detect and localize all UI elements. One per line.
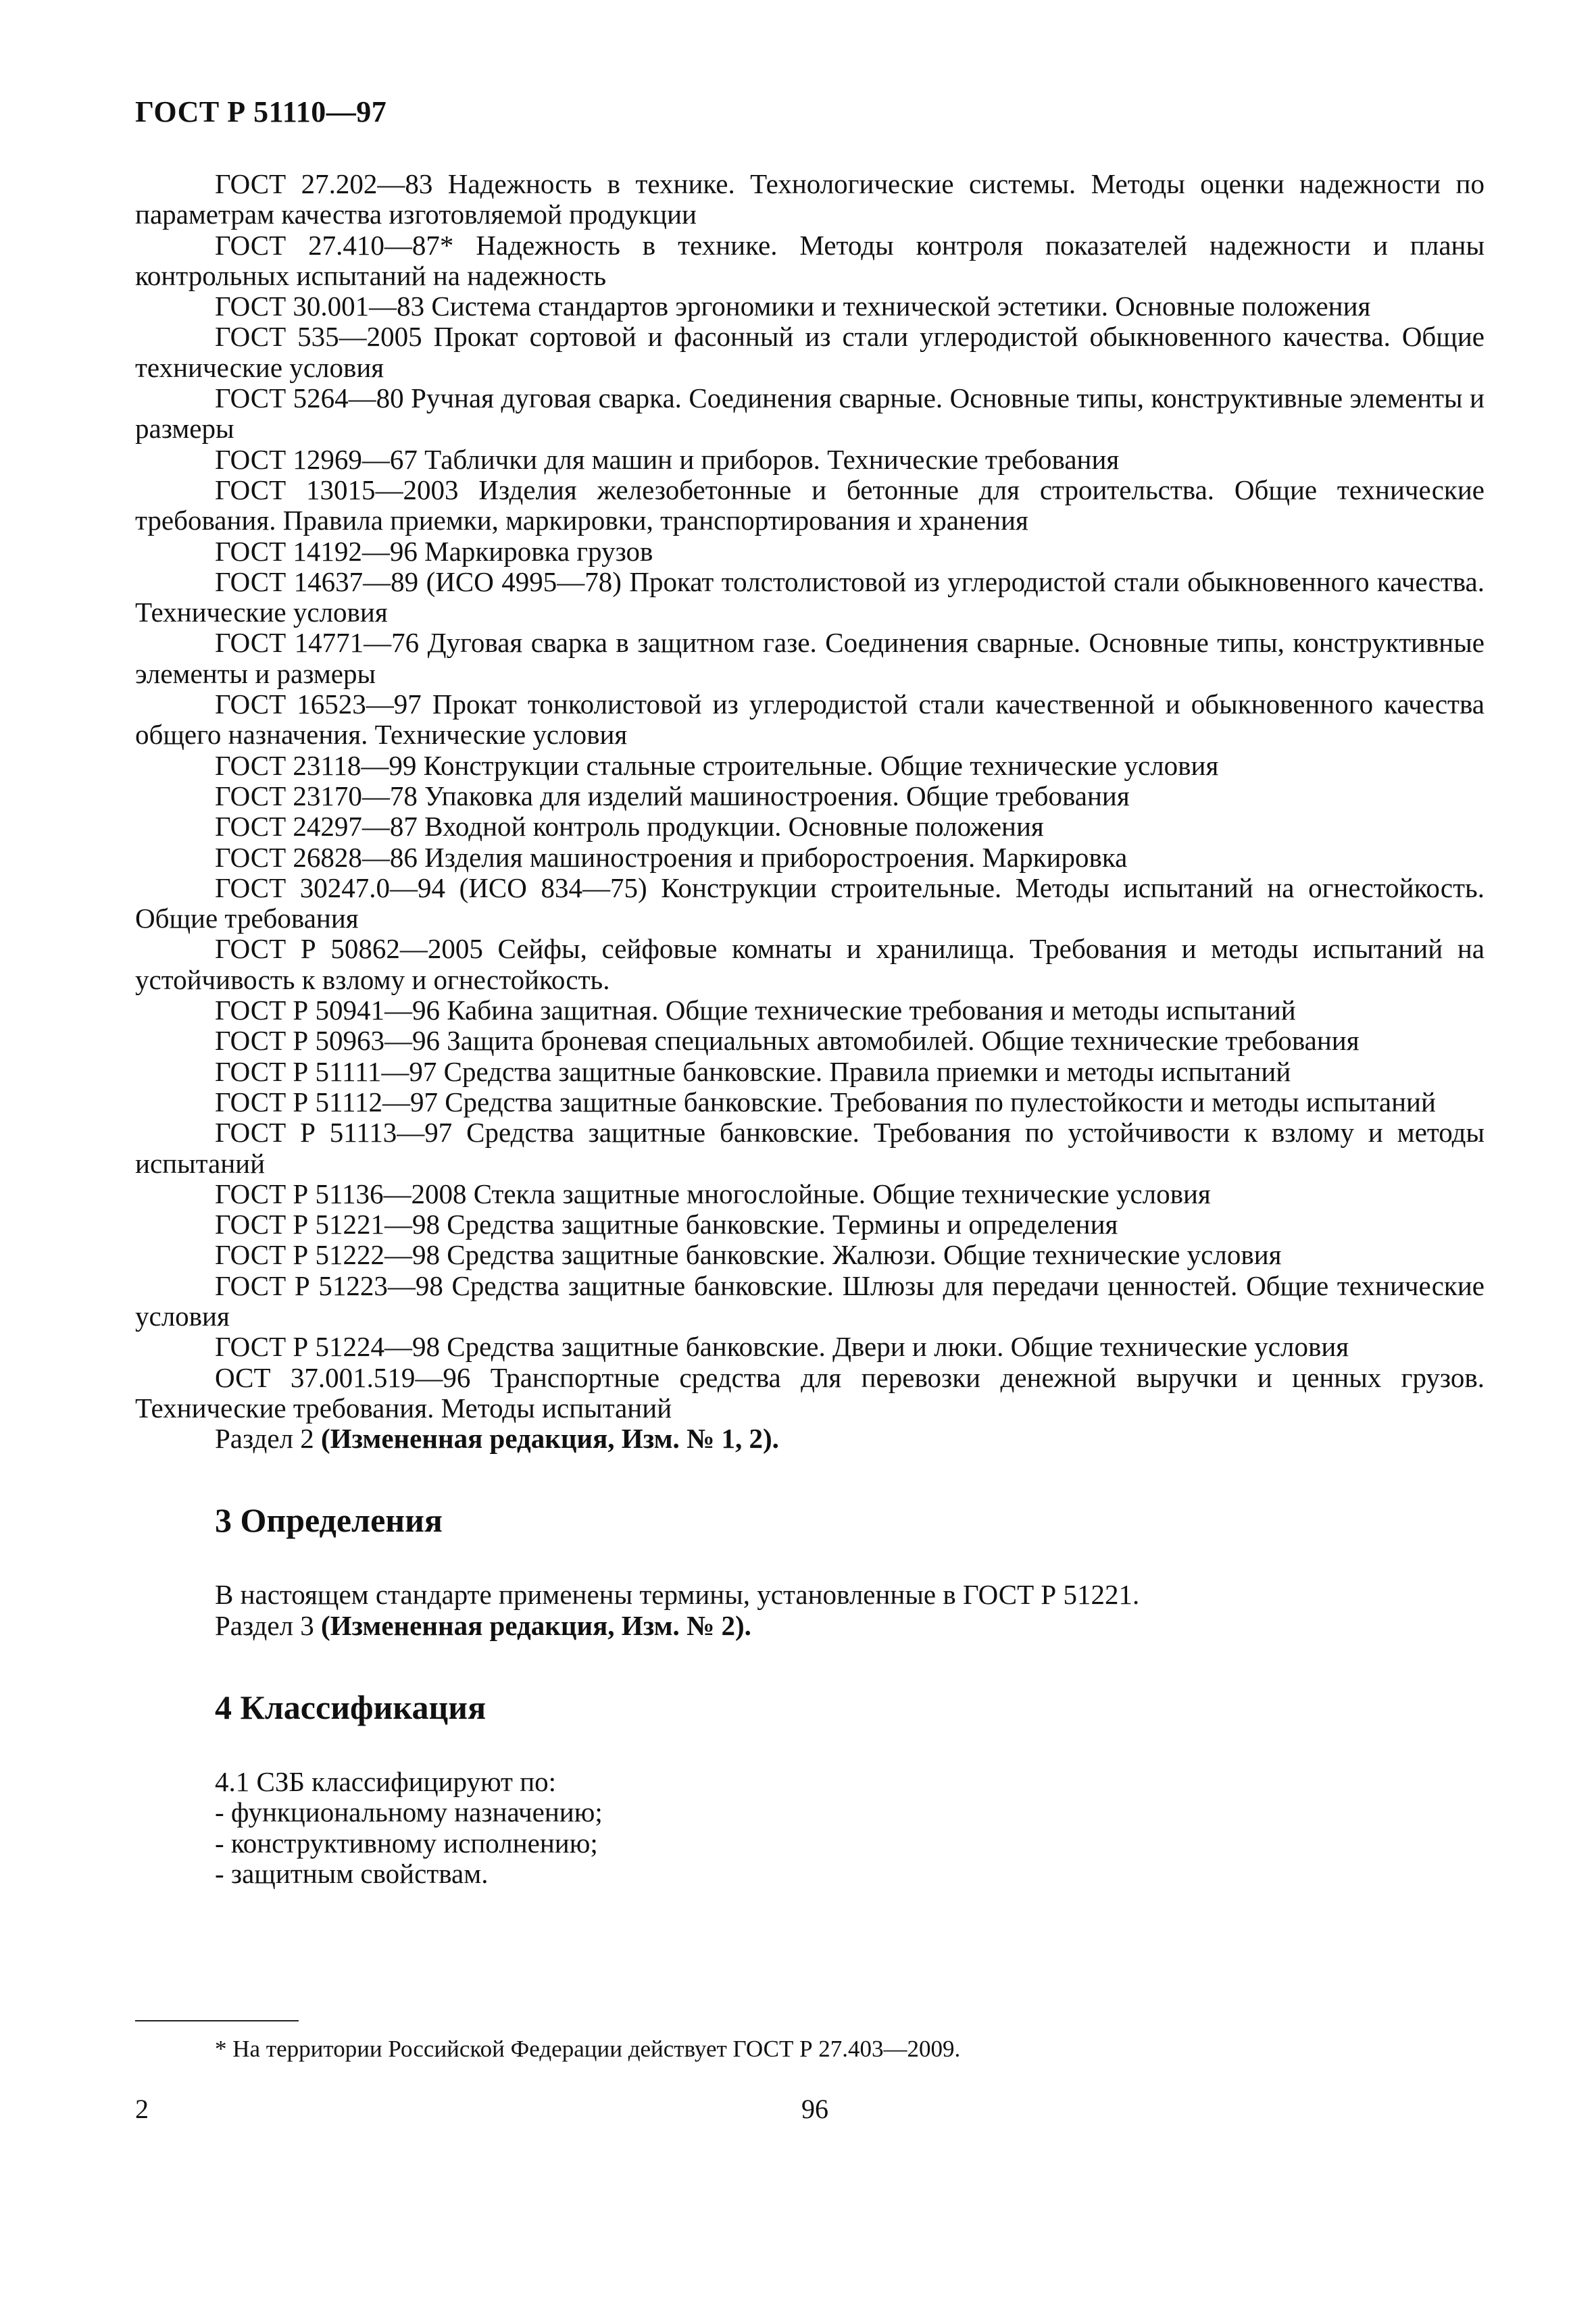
section4-intro: 4.1 СЗБ классифицируют по: [215, 1766, 557, 1798]
reference-item: ГОСТ 23118—99 Конструкции стальные строительные. Общие технические условия [215, 749, 1219, 781]
reference-item: ГОСТ Р 51112—97 Средства защитные банковские. Требования по пулестойкости и методы испытаний [215, 1086, 1436, 1117]
footnote-divider [135, 2020, 299, 2021]
reference-item: ГОСТ Р 51222—98 Средства защитные банковские. Жалюзи. Общие технические условия [215, 1239, 1282, 1271]
reference-item: ГОСТ 30247.0—94 (ИСО 834—75) Конструкции строительные. Методы испытаний на огнестойкость. Общие требования [135, 872, 1485, 934]
revision-prefix: Раздел 3 [215, 1609, 321, 1641]
reference-item: ГОСТ Р 51111—97 Средства защитные банковские. Правила приемки и методы испытаний [215, 1055, 1291, 1087]
reference-item: ГОСТ 5264—80 Ручная дуговая сварка. Соединения сварные. Основные типы, конструктивные элементы и размеры [135, 382, 1485, 445]
reference-item: ГОСТ 16523—97 Прокат тонколистовой из углеродистой стали качественной и обыкновенного качества общего назначения. Технические условия [135, 688, 1485, 751]
reference-item: ГОСТ Р 51223—98 Средства защитные банковские. Шлюзы для передачи ценностей. Общие технические условия [135, 1269, 1485, 1332]
reference-item: ГОСТ Р 51113—97 Средства защитные банковские. Требования по устойчивости к взлому и методы испытаний [135, 1117, 1485, 1179]
classification-item: - конструктивному исполнению; [215, 1827, 598, 1859]
reference-item: ОСТ 37.001.519—96 Транспортные средства для перевозки денежной выручки и ценных грузов. Технические требования. Методы испытаний [135, 1361, 1485, 1424]
section3-heading: 3 Определения [215, 1501, 443, 1540]
reference-item: ГОСТ Р 51221—98 Средства защитные банковские. Термины и определения [215, 1209, 1118, 1240]
reference-item: ГОСТ Р 50941—96 Кабина защитная. Общие технические требования и методы испытаний [215, 995, 1296, 1026]
reference-item: ГОСТ Р 50963—96 Защита броневая специальных автомобилей. Общие технические требования [215, 1025, 1360, 1057]
section4-body [135, 1767, 1485, 1889]
reference-item: ГОСТ 27.202—83 Надежность в технике. Технологические системы. Методы оценки надежности по параметрам качества изготовляемой продукции [135, 168, 1485, 230]
revision-bold-text: (Измененная редакция, Изм. № 1, 2). [320, 1423, 779, 1455]
reference-item: ГОСТ 26828—86 Изделия машиностроения и приборостроения. Маркировка [215, 841, 1128, 873]
section3-body [135, 1580, 1485, 1641]
reference-item: ГОСТ 12969—67 Таблички для машин и приборов. Технические требования [215, 443, 1120, 475]
reference-item: ГОСТ 30.001—83 Система стандартов эргономики и технической эстетики. Основные положения [215, 291, 1371, 322]
revision-bold-text: (Измененная редакция, Изм. № 2). [320, 1609, 751, 1641]
reference-item: ГОСТ 23170—78 Упаковка для изделий машиностроения. Общие требования [215, 780, 1130, 811]
reference-item: ГОСТ 27.410—87* Надежность в технике. Методы контроля показателей надежности и планы контрольных испытаний на надежность [135, 229, 1485, 291]
classification-item: - защитным свойствам. [215, 1857, 489, 1889]
document-header: ГОСТ Р 51110—97 [135, 95, 387, 128]
reference-item: ГОСТ Р 50862—2005 Сейфы, сейфовые комнаты и хранилища. Требования и методы испытаний на устойчивость к взлому и огнестойкость. [135, 933, 1485, 995]
section2-revision-note [135, 1424, 1485, 1454]
normative-references-list [135, 169, 1485, 1454]
footnote-text: * На территории Российской Федерации действует ГОСТ Р 27.403—2009. [215, 2036, 961, 2062]
reference-item: ГОСТ 13015—2003 Изделия железобетонные и бетонные для строительства. Общие технические требования. Правила приемки, маркировки, транспортирования и хранения [135, 474, 1485, 536]
reference-item: ГОСТ Р 51224—98 Средства защитные банковские. Двери и люки. Общие технические условия [215, 1331, 1349, 1363]
page-content [135, 169, 1485, 1889]
reference-item: ГОСТ Р 51136—2008 Стекла защитные многослойные. Общие технические условия [215, 1178, 1211, 1209]
revision-prefix: Раздел 2 [215, 1423, 321, 1455]
page-number-left: 2 [135, 2094, 149, 2124]
reference-item: ГОСТ 24297—87 Входной контроль продукции. Основные положения [215, 811, 1044, 842]
reference-item: ГОСТ 14771—76 Дуговая сварка в защитном газе. Соединения сварные. Основные типы, конструктивные элементы и размеры [135, 627, 1485, 689]
reference-item: ГОСТ 535—2005 Прокат сортовой и фасонный из стали углеродистой обыкновенного качества. Общие технические условия [135, 321, 1485, 383]
page-number-center: 96 [801, 2094, 828, 2124]
reference-item: ГОСТ 14192—96 Маркировка грузов [215, 535, 653, 567]
section3-revision-note [135, 1611, 1485, 1641]
reference-item: ГОСТ 14637—89 (ИСО 4995—78) Прокат толстолистовой из углеродистой стали обыкновенного качества. Технические условия [135, 565, 1485, 628]
section3-text: В настоящем стандарте применены термины, установленные в ГОСТ Р 51221. [215, 1579, 1140, 1611]
section4-heading: 4 Классификация [215, 1688, 487, 1727]
classification-item: - функциональному назначению; [215, 1796, 603, 1828]
